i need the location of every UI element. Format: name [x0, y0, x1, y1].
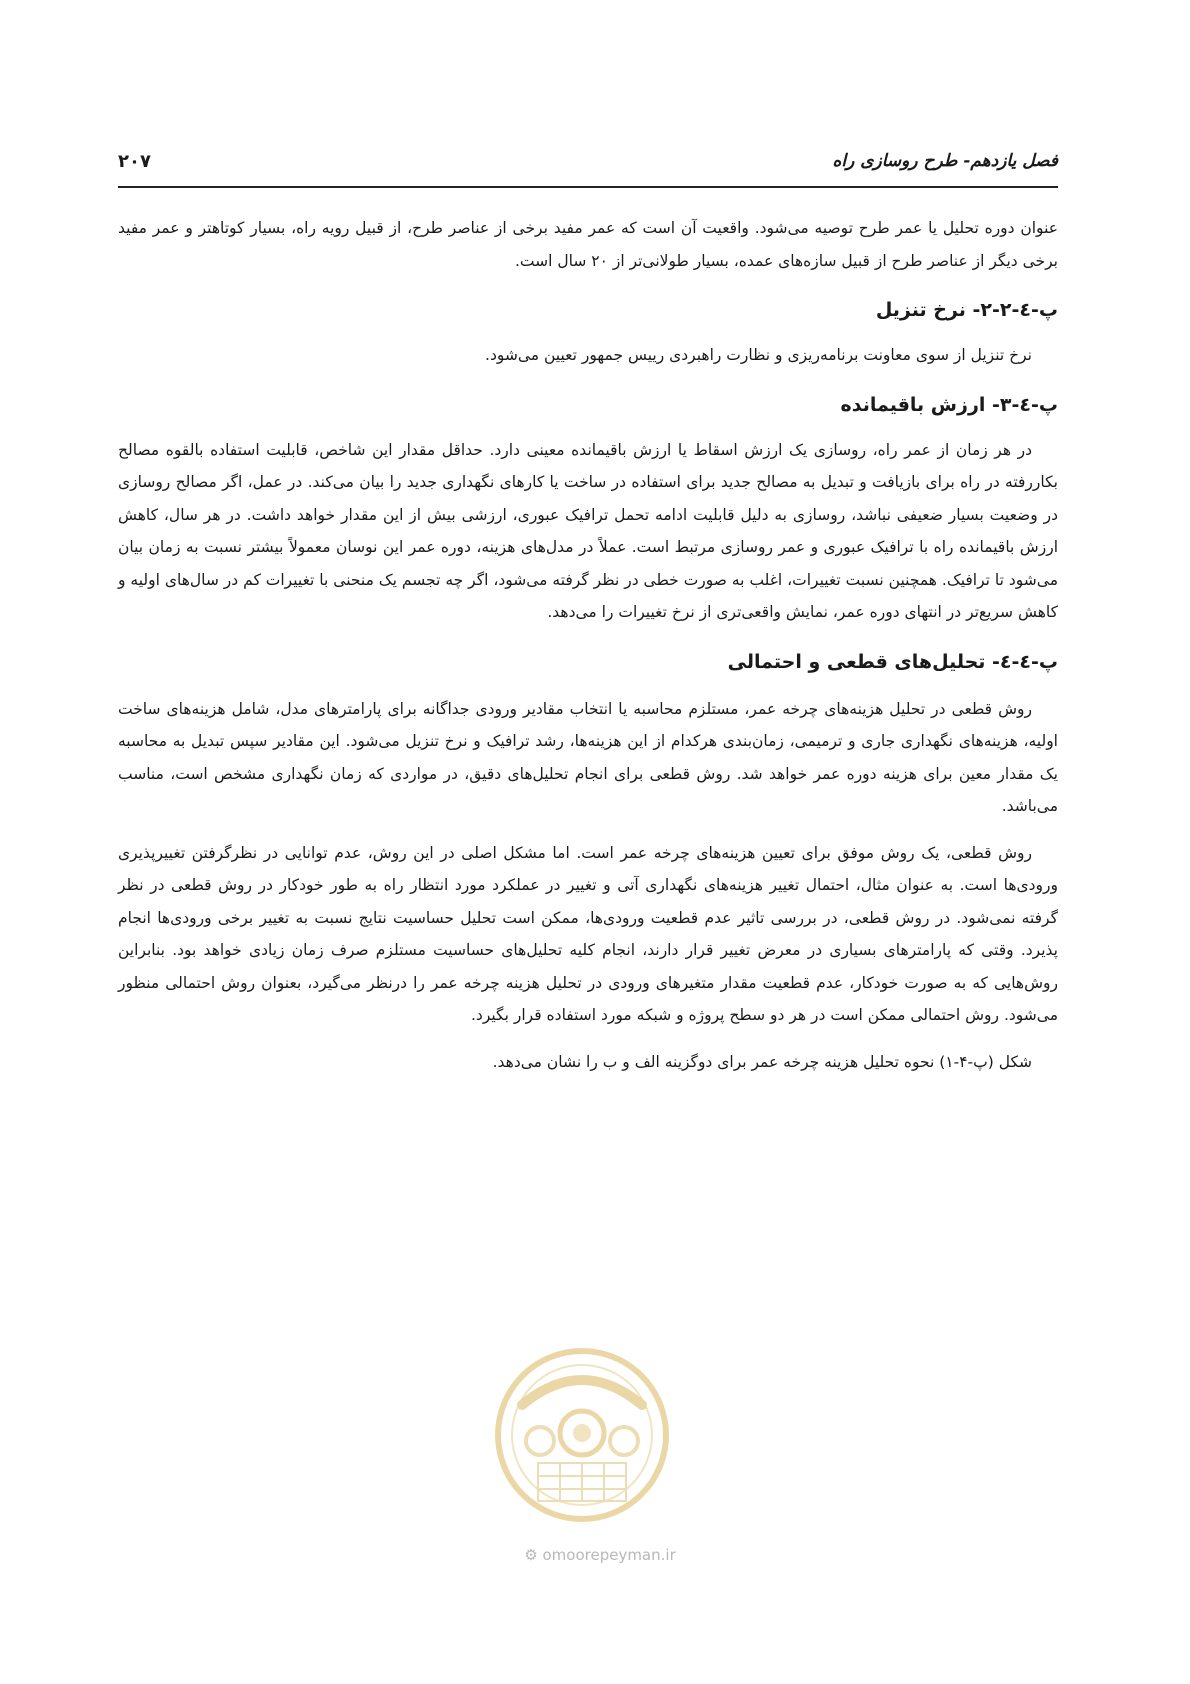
paragraph-deterministic-limits: روش قطعی، یک روش موفق برای تعیین هزینه‌های چرخه عمر است. اما مشکل اصلی در این روش، عدم توانایی در نظرگرفتن تغییرپذیری ورودی‌ها است. به عنوان مثال، احتمال تغییر هزینه‌های نگهداری آتی و تغییر در عملکرد مورد انتظار راه به طور خودکار در روش قطعی در نظر گرفته نمی‌شود. در روش قطعی، در بررسی تاثیر عدم قطعیت ورودی‌ها، ممکن است تحلیل حساسیت نتایج نسبت به تغییر برخی ورودی‌ها انجام پذیرد. وقتی که پارامترهای بسیاری در معرض تغییر قرار دارند، انجام کلیه تحلیل‌های حساسیت مستلزم صرف زمان زیادی خواهد بود. بنابراین روش‌هایی که به صورت خودکار، عدم قطعیت مقدار متغیرهای ورودی در تحلیل هزینه چرخه عمر را درنظر می‌گیرد، بعنوان روش احتمالی منظور می‌شود. روش احتمالی ممکن است در هر دو سطح پروژه و شبکه مورد استفاده قرار بگیرد. [118, 843, 1058, 1024]
watermark-url-text: omoorepeyman.ir [542, 1546, 676, 1564]
paragraph-residual-value: در هر زمان از عمر راه، روسازی یک ارزش اسقاط یا ارزش باقیمانده معینی دارد. حداقل مقدار این شاخص، قابلیت استفاده بالقوه مصالح بکاررفته در راه برای بازیافت و تبدیل به مصالح جدید برای استفاده در ساخت یا کارهای نگهداری جدید را بیان می‌کند. در عمل، اگر مصالح روسازی در وضعیت بسیار ضعیفی نباشد، روسازی به دلیل قابلیت ادامه تحمل ترافیک عبوری، ارزشی بیش از این مقدار خواهد داشت. در هر سال، کاهش ارزش باقیمانده راه با ترافیک عبوری و عمر روسازی مرتبط است. عملاً در مدل‌های هزینه، دوره عمر این نوسان معمولاً بیشتر نسبت به زمان بیان می‌شود تا ترافیک. همچنین نسبت تغییرات، اغلب به صورت خطی در نظر گرفته می‌شود، اگر چه تجسم یک منحنی با تغییرات کم در سال‌های اولیه و کاهش سریع‌تر در انتهای دوره عمر، نمایش واقعی‌تری از نرخ تغییرات را می‌دهد. [118, 440, 1058, 621]
paragraph-deterministic-method: روش قطعی در تحلیل هزینه‌های چرخه عمر، مستلزم محاسبه یا انتخاب مقادیر ورودی جداگانه برای پارامترهای مدل، شامل هزینه‌های ساخت اولیه، هزینه‌های نگهداری جاری و ترمیمی، زمان‌بندی هرکدام از این هزینه‌ها، رشد ترافیک و نرخ تنزیل می‌شود. این مقادیر سپس تبدیل به محاسبه یک مقدار معین برای هزینه دوره عمر خواهد شد. روش قطعی برای انجام تحلیل‌های دقیق، در مواردی که زمان نگهداری مشخص است، مناسب می‌باشد. [118, 699, 1058, 815]
page-content [118, 212, 1058, 1078]
paragraph-figure-reference: شکل (پ-۴-۱) نحوه تحلیل هزینه چرخه عمر برای دوگزینه الف و ب را نشان می‌دهد. [492, 1052, 1032, 1071]
omoore-peyman-logo-icon [492, 1345, 672, 1525]
header-divider [118, 186, 1058, 188]
paragraph-discount-rate: نرخ تنزیل از سوی معاونت برنامه‌ریزی و نظارت راهبردی رییس جمهور تعیین می‌شود. [485, 346, 1032, 364]
page-number: ۲۰۷ [118, 151, 151, 172]
section-heading-residual-value: پ-٤-۳- ارزش باقیمانده [840, 393, 1058, 416]
chapter-title: فصل یازدهم- طرح روسازی راه [832, 151, 1058, 171]
section-heading-deterministic-probabilistic: پ-٤-٤- تحلیل‌های قطعی و احتمالی [727, 650, 1058, 673]
page-header [118, 145, 1058, 181]
watermark-url: ⚙ omoorepeyman.ir [524, 1546, 676, 1564]
section-heading-discount-rate: پ-٤-۲-۲- نرخ تنزیل [875, 299, 1058, 321]
paragraph-intro: عنوان دوره تحلیل یا عمر طرح توصیه می‌شود. واقعیت آن است که عمر مفید برخی از عناصر طرح، از قبیل رویه راه، بسیار کوتاهتر و عمر مفید برخی دیگر از عناصر طرح از قبیل سازه‌های عمده، بسیار طولانی‌تر از ۲۰ سال است. [118, 219, 1058, 270]
